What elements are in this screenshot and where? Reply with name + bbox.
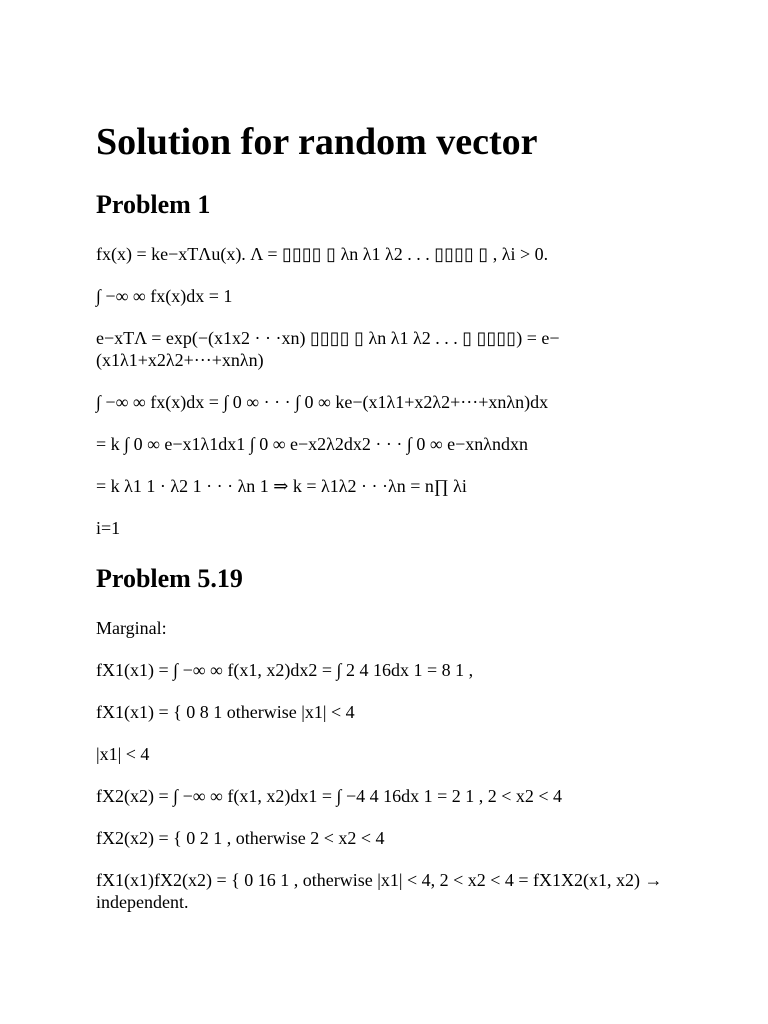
paragraph: fX2(x2) = ∫ −∞ ∞ f(x1, x2)dx1 = ∫ −4 4 16dx 1 = 2 1 , 2 < x2 < 4	[96, 786, 563, 806]
paragraph: |x1| < 4	[96, 744, 150, 764]
section-problem-5-19	[96, 563, 676, 913]
paragraph: Marginal:	[96, 618, 167, 638]
paragraph: fx(x) = ke−xTΛu(x). Λ = ▯▯▯▯ ▯ λn λ1 λ2 . . . ▯▯▯▯ ▯ , λi > 0.	[96, 244, 549, 264]
paragraph: ∫ −∞ ∞ fx(x)dx = 1	[96, 286, 233, 306]
document-page	[96, 0, 676, 933]
paragraph: fX1(x1) = ∫ −∞ ∞ f(x1, x2)dx2 = ∫ 2 4 16dx 1 = 8 1 ,	[96, 660, 474, 680]
paragraph: fX1(x1)fX2(x2) = { 0 16 1 , otherwise |x1| < 4, 2 < x2 < 4 = fX1X2(x1, x2) → independent.	[96, 870, 663, 912]
section-problem-1	[96, 189, 676, 539]
paragraph: fX2(x2) = { 0 2 1 , otherwise 2 < x2 < 4	[96, 828, 385, 848]
paragraph: = k λ1 1 · λ2 1 · · · λn 1 ⇒ k = λ1λ2 · · ·λn = n∏ λi	[96, 476, 467, 496]
section-heading: Problem 1	[96, 190, 211, 219]
paragraph: ∫ −∞ ∞ fx(x)dx = ∫ 0 ∞ · · · ∫ 0 ∞ ke−(x1λ1+x2λ2+···+xnλn)dx	[96, 392, 549, 412]
page-title: Solution for random vector	[96, 121, 538, 163]
paragraph: = k ∫ 0 ∞ e−x1λ1dx1 ∫ 0 ∞ e−x2λ2dx2 · · · ∫ 0 ∞ e−xnλndxn	[96, 434, 529, 454]
section-heading: Problem 5.19	[96, 564, 243, 593]
paragraph: e−xTΛ = exp(−(x1x2 · · ·xn) ▯▯▯▯ ▯ λn λ1 λ2 . . . ▯ ▯▯▯▯) = e−(x1λ1+x2λ2+···+xnλn)	[96, 328, 560, 370]
paragraph: fX1(x1) = { 0 8 1 otherwise |x1| < 4	[96, 702, 355, 722]
paragraph: i=1	[96, 518, 121, 538]
